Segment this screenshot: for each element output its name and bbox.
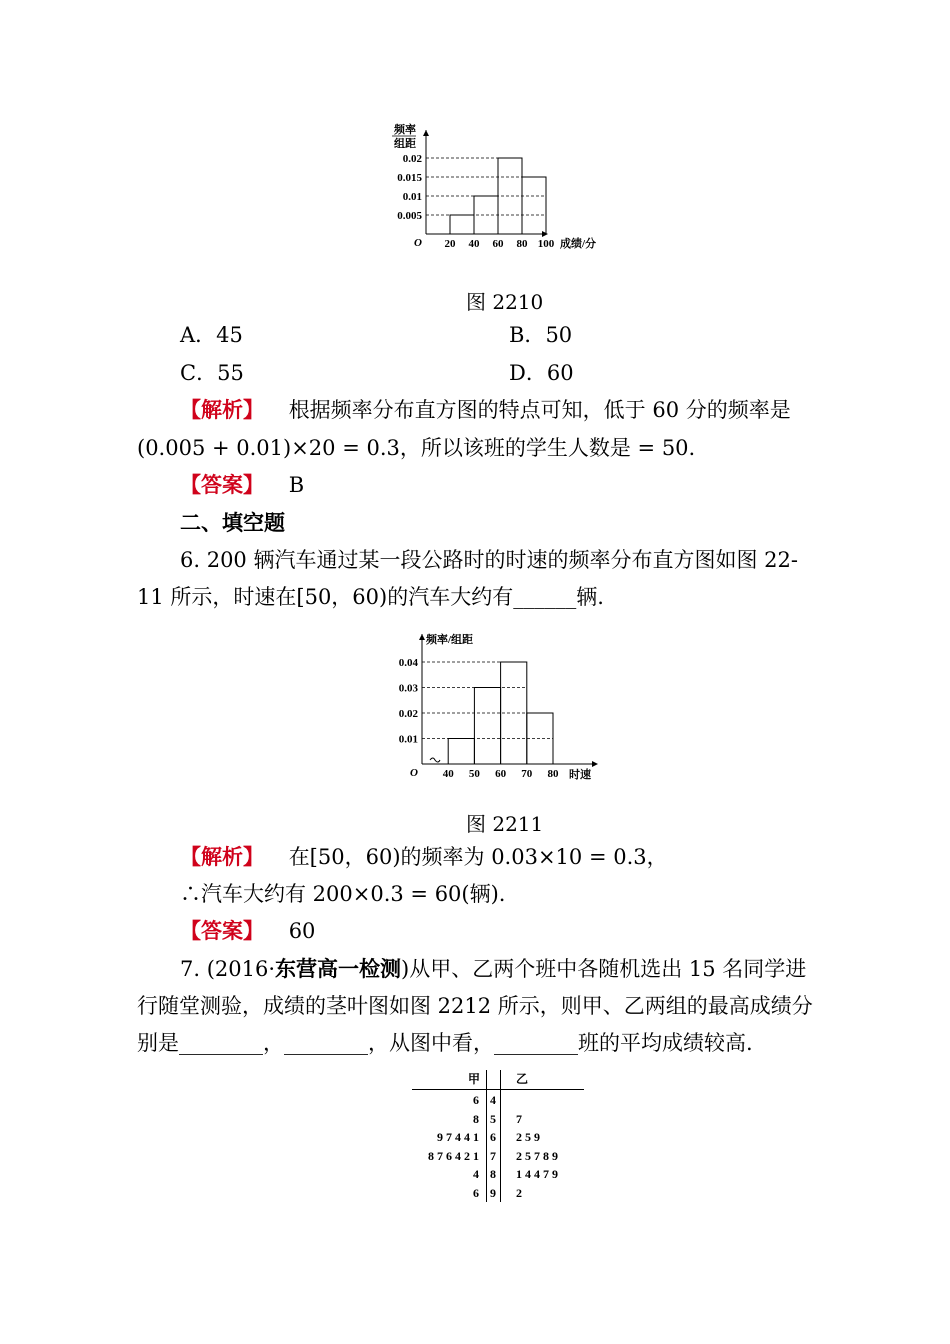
y-tick-label: 0.03 [398,682,418,695]
stem-leaf-right-leaves: 14479 [516,1167,561,1181]
stem-leaf-left-leaves: 6 [473,1093,482,1107]
stem-leaf-right-leaves: 25789 [516,1148,561,1163]
y-tick-label: 0.02 [398,708,418,720]
q5-answer: 【答案】 B [180,473,305,497]
y-tick-label: 0.01 [402,191,422,203]
y-tick-label: 0.01 [398,733,418,746]
stem-leaf-stem: 5 [490,1111,496,1126]
x-tick-label: 40 [468,238,480,250]
q6-answer: 【答案】 60 [180,919,316,943]
option-d: D．60 [509,361,574,385]
origin-label: O [414,237,422,249]
y-axis-arrow [419,634,425,640]
origin-label: O [410,767,418,779]
x-axis-label: 成绩/分 [560,238,597,250]
q6-line2: 11 所示，时速在[50，60)的汽车大约有______辆. [137,585,604,609]
histogram-figure-2211 [380,628,610,788]
y-tick-label: 0.005 [397,210,422,222]
analysis-tag: 【解析】 [180,845,264,869]
section-title: 二、填空题 [180,511,285,535]
histogram-bar [448,739,474,765]
stem-leaf-left-leaves: 97441 [437,1130,482,1144]
stem-leaf-stem: 6 [490,1130,496,1144]
stem-leaf-left-leaves: 876421 [428,1148,482,1163]
option-b: B．50 [509,323,573,347]
option-c: C．55 [180,361,244,385]
x-tick-label: 40 [442,768,454,780]
x-tick-label: 70 [521,768,533,780]
x-tick-label: 80 [516,238,528,250]
q7-line2: 行随堂测验，成绩的茎叶图如图 2212 所示，则甲、乙两组的最高成绩分 [137,994,813,1018]
x-tick-label: 60 [495,768,507,780]
stem-leaf-right-leaves: 259 [516,1130,543,1144]
x-axis-label: 时速 [569,769,591,781]
figure-2210-caption: 图 2210 [466,290,544,314]
x-tick-label: 60 [492,238,504,250]
stem-leaf-right-leaves: 2 [516,1185,525,1200]
answer-tag: 【答案】 [180,473,264,497]
q7-line3: 别是________，________，从图中看，________班的平均成绩较高. [137,1031,753,1055]
y-axis-label: 频率/组距 [426,634,474,646]
q6-analysis-line2: ∴汽车大约有 200×0.3 = 60(辆). [180,882,506,906]
analysis-tag: 【解析】 [180,398,264,422]
q7-line1: 7. (2016·东营高一检测)从甲、乙两个班中各随机选出 15 名同学进 [180,957,807,981]
stem-leaf-left-leaves: 4 [473,1167,482,1181]
stem-leaf-right-leaves: 7 [516,1111,525,1126]
histogram-bar [450,215,474,234]
histogram-bar [522,177,546,234]
y-axis-arrow [423,130,429,136]
stem-leaf-header-rule [412,1089,584,1090]
y-tick-label: 0.04 [398,657,418,669]
x-axis-arrow [592,761,598,767]
x-tick-label: 20 [444,238,456,250]
q5-analysis-line2: (0.005 + 0.01)×20 = 0.3，所以该班的学生人数是 = 50. [137,436,696,460]
stem-leaf-left-header: 甲 [468,1072,481,1086]
x-tick-label: 50 [468,768,480,780]
stem-leaf-left-leaves: 6 [473,1185,482,1200]
stem-leaf-stem: 9 [490,1185,496,1200]
histogram-bar [474,688,500,765]
stem-leaf-stem: 7 [490,1148,496,1163]
histogram-figure-2210 [380,118,620,258]
stem-leaf-row [412,1184,584,1202]
stem-leaf-row [412,1147,584,1165]
option-a: A．45 [180,323,243,347]
answer-tag: 【答案】 [180,919,264,943]
stem-leaf-row [412,1110,584,1128]
stem-leaf-row [412,1091,584,1109]
stem-leaf-row [412,1128,584,1146]
x-tick-label: 100 [537,238,555,250]
stem-leaf-left-leaves: 8 [473,1111,482,1126]
axis-break-mark [430,758,440,762]
y-label-top: 频率 [394,124,416,136]
q5-analysis-line1: 【解析】 根据频率分布直方图的特点可知，低于 60 分的频率是 [180,398,791,422]
y-label-bottom: 组距 [394,138,416,150]
stem-leaf-stem: 4 [490,1093,496,1107]
stem-leaf-right-header: 乙 [516,1072,529,1086]
stem-leaf-stem: 8 [490,1167,496,1181]
stem-leaf-row [412,1165,584,1183]
figure-2211-caption: 图 2211 [466,812,544,836]
q6-analysis-line1: 【解析】 在[50，60)的频率为 0.03×10 = 0.3， [180,845,668,869]
x-tick-label: 80 [547,768,559,780]
y-tick-label: 0.02 [402,153,422,165]
q6-line1: 6. 200 辆汽车通过某一段公路时的时速的频率分布直方图如图 22- [180,548,798,572]
y-tick-label: 0.015 [397,172,422,184]
